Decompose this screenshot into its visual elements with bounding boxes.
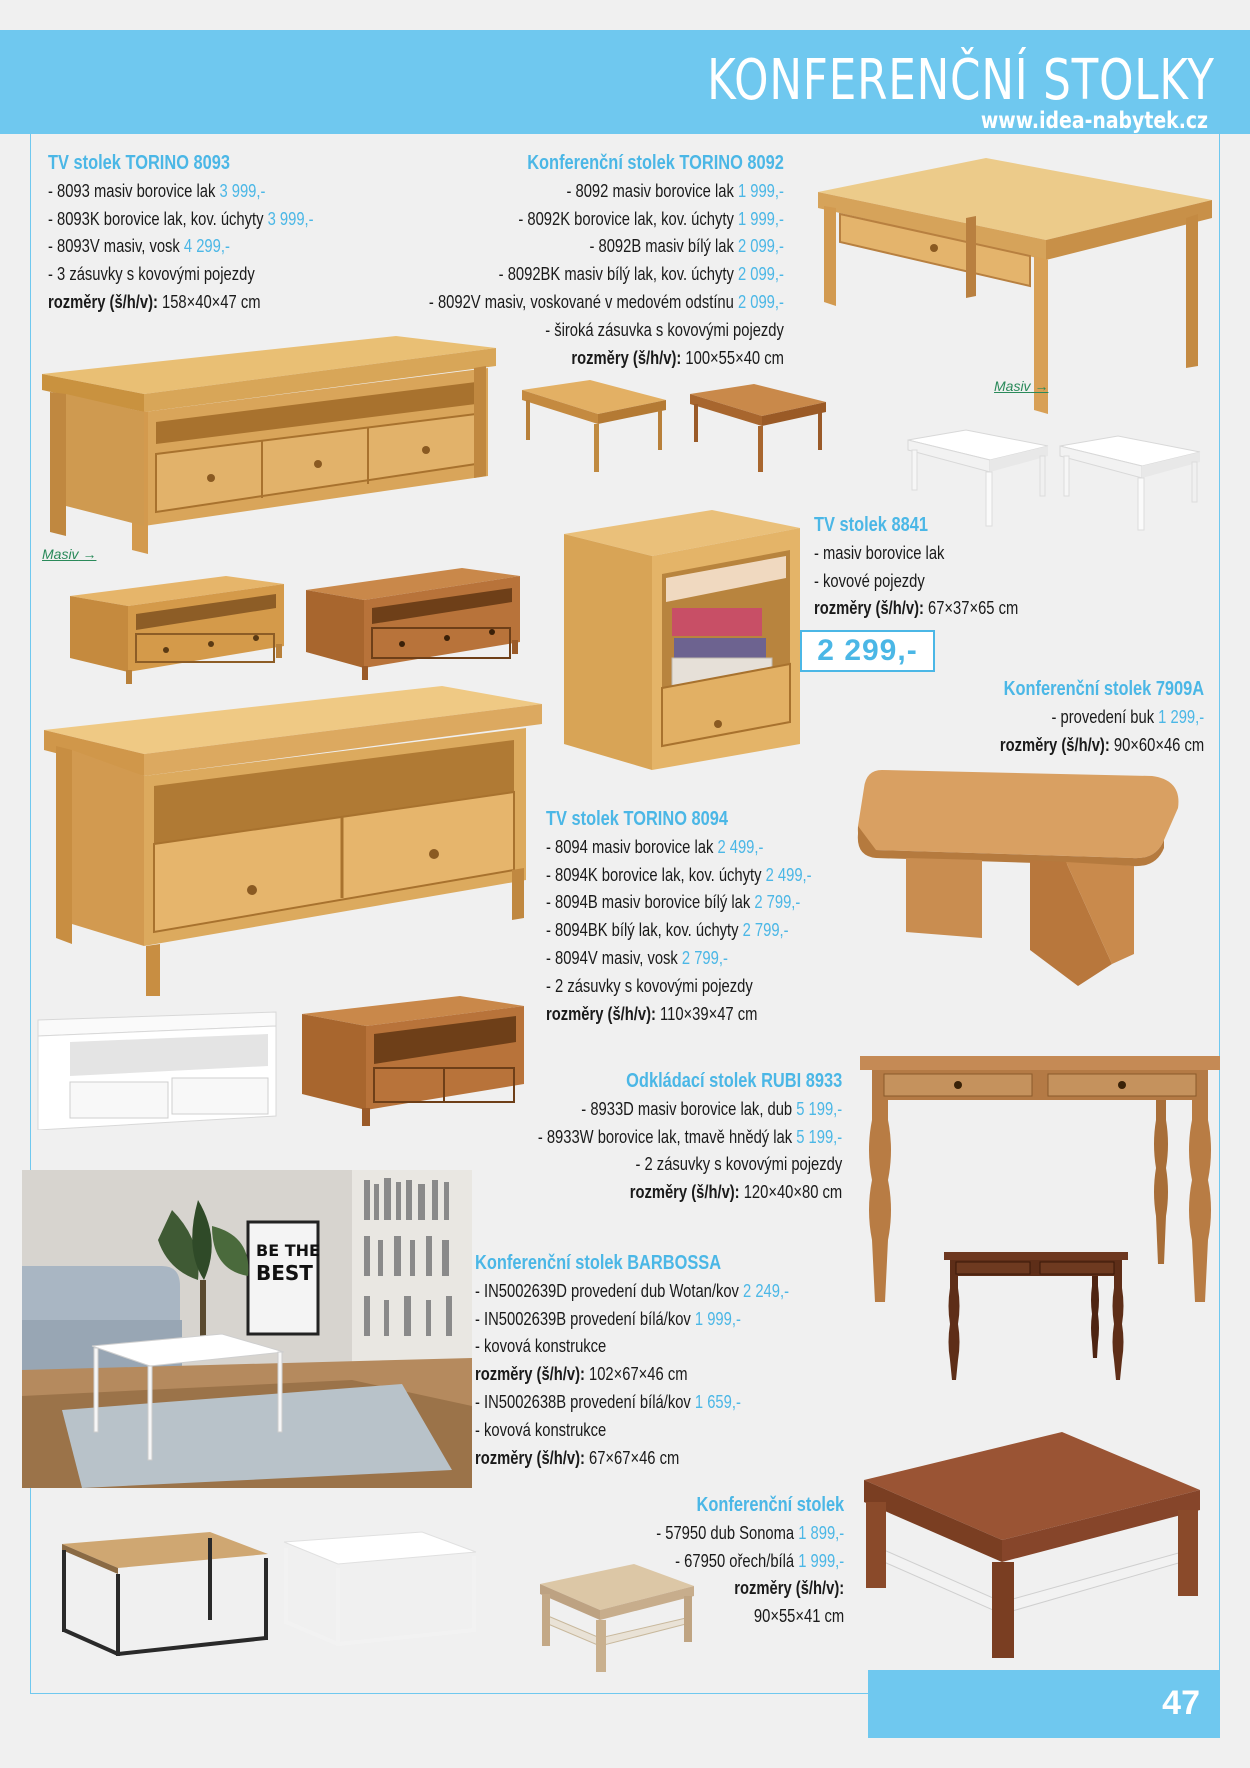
rubi-8933-variant-dark [942, 1250, 1130, 1382]
product-title: Konferenční stolek BARBOSSA [475, 1252, 722, 1274]
price: 2 499,- [717, 836, 764, 857]
price: 4 299,- [183, 236, 230, 257]
price: 2 099,- [738, 291, 784, 312]
product-konf-stolek: Konferenční stolek - 57950 dub Sonoma 1 899,- - 67950 ořech/bílá 1 999,- rozměry (š/h/v): 90×55×41 cm [656, 1494, 844, 1627]
product-konf-7909a: Konferenční stolek 7909A - provedení buk 1 299,- rozměry (š/h/v): 90×60×46 cm [999, 678, 1204, 755]
price: 3 999,- [219, 180, 266, 201]
svg-text:BEST: BEST [256, 1261, 313, 1285]
konf-7909a-image [852, 760, 1184, 988]
price: 2 799,- [742, 920, 789, 941]
page-number: 47 [1162, 1684, 1200, 1722]
website-url[interactable]: www.idea-nabytek.cz [980, 108, 1208, 134]
product-title: TV stolek 8841 [814, 514, 928, 536]
konf-walnut-image [862, 1430, 1202, 1660]
masiv-tag-8092: Masiv → [994, 378, 1048, 394]
barbossa-variant-white [282, 1530, 478, 1648]
price-box-tv-8841: 2 299,- [800, 630, 935, 672]
product-torino-8094: TV stolek TORINO 8094 - 8094 masiv borovice lak 2 499,- - 8094K borovice lak, kov. úchyty 2 499,- - 8094B masiv borovice bílý lak 2 799,- - 8094BK bílý lak, kov. úchyty 2 799,- - 8094V masiv, vosk 2 799,- - 2 zásuvky s kovovými pojezdy rozměry (š/h/v): 110×39×47 cm [546, 808, 812, 1024]
product-title: TV stolek TORINO 8094 [546, 808, 728, 830]
price: 5 199,- [796, 1098, 842, 1119]
product-title: Konferenční stolek [696, 1494, 844, 1516]
poster-text: BE THE [256, 1241, 320, 1260]
price: 3 999,- [267, 208, 314, 229]
price: 1 299,- [1158, 706, 1204, 727]
barbossa-variant-oak [60, 1530, 270, 1658]
torino-8092-variant-wax [688, 382, 828, 474]
product-rubi-8933: Odkládací stolek RUBI 8933 - 8933D masiv borovice lak, dub 5 199,- - 8933W borovice lak, tmavě hnědý lak 5 199,- - 2 zásuvky s kovovými pojezdy rozměry (š/h/v): 120×40×80 cm [537, 1070, 842, 1203]
price: 1 999,- [738, 180, 784, 201]
torino-8092-variant-pine [520, 378, 668, 474]
product-title: Odkládací stolek RUBI 8933 [625, 1070, 842, 1092]
product-torino-8093: TV stolek TORINO 8093 - 8093 masiv borovice lak 3 999,- - 8093K borovice lak, kov. úchyty 3 999,- - 8093V masiv, vosk 4 299,- - 3 zásuvky s kovovými pojezdy rozměry (š/h/v): 158×40×47 cm [48, 152, 314, 312]
product-barbossa: Konferenční stolek BARBOSSA - IN5002639D provedení dub Wotan/kov 2 249,- - IN5002639B provedení bílá/kov 1 999,- - kovová konstrukce rozměry (š/h/v): 102×67×46 cm - IN5002638B provedení bílá/kov 1 659,- - kovová konstrukce rozměry (š/h/v): 67×67×46 cm [475, 1252, 789, 1468]
price: 2 099,- [738, 264, 784, 285]
price: 2 799,- [681, 947, 728, 968]
torino-8094-image [42, 684, 544, 996]
product-title: Konferenční stolek 7909A [1003, 678, 1204, 700]
price: 2 249,- [743, 1280, 789, 1301]
price: 1 999,- [694, 1308, 741, 1329]
price: 5 199,- [796, 1126, 842, 1147]
product-torino-8092: Konferenční stolek TORINO 8092 - 8092 masiv borovice lak 1 999,- - 8092K borovice lak, kov. úchyty 1 999,- - 8092B masiv bílý lak 2 099,- - 8092BK masiv bílý lak, kov. úchyty 2 099,- - 8092V masiv, voskované v medovém odstínu 2 099,- - široká zásuvka s kovovými pojezdy rozměry (š/h/v): 100×55×40 cm [429, 152, 784, 368]
price: 1 899,- [798, 1522, 844, 1543]
torino-8094-variant-white [36, 1006, 280, 1130]
tv-8841-image [562, 508, 802, 776]
barbossa-room-photo [22, 1170, 472, 1488]
torino-8094-variant-wax [300, 994, 526, 1126]
product-title: Konferenční stolek TORINO 8092 [527, 152, 784, 174]
price: 1 999,- [738, 208, 784, 229]
price: 2 499,- [765, 864, 812, 885]
product-tv-8841: TV stolek 8841 - masiv borovice lak - kovové pojezdy rozměry (š/h/v): 67×37×65 cm [814, 514, 1019, 619]
page-number-box [868, 1670, 1220, 1738]
page-title: KONFERENČNÍ STOLKY [707, 48, 1215, 113]
torino-8093-variant-pine [66, 572, 286, 684]
torino-8092-image [816, 156, 1214, 416]
torino-8093-variant-wax [302, 564, 522, 682]
price: 1 999,- [798, 1550, 844, 1571]
torino-8092-variant-white-k [1058, 434, 1202, 532]
price: 2 099,- [738, 236, 784, 257]
masiv-tag-8093: Masiv → [42, 546, 96, 562]
product-title: TV stolek TORINO 8093 [48, 152, 230, 174]
price: 1 659,- [694, 1391, 741, 1412]
price: 2 799,- [754, 892, 801, 913]
